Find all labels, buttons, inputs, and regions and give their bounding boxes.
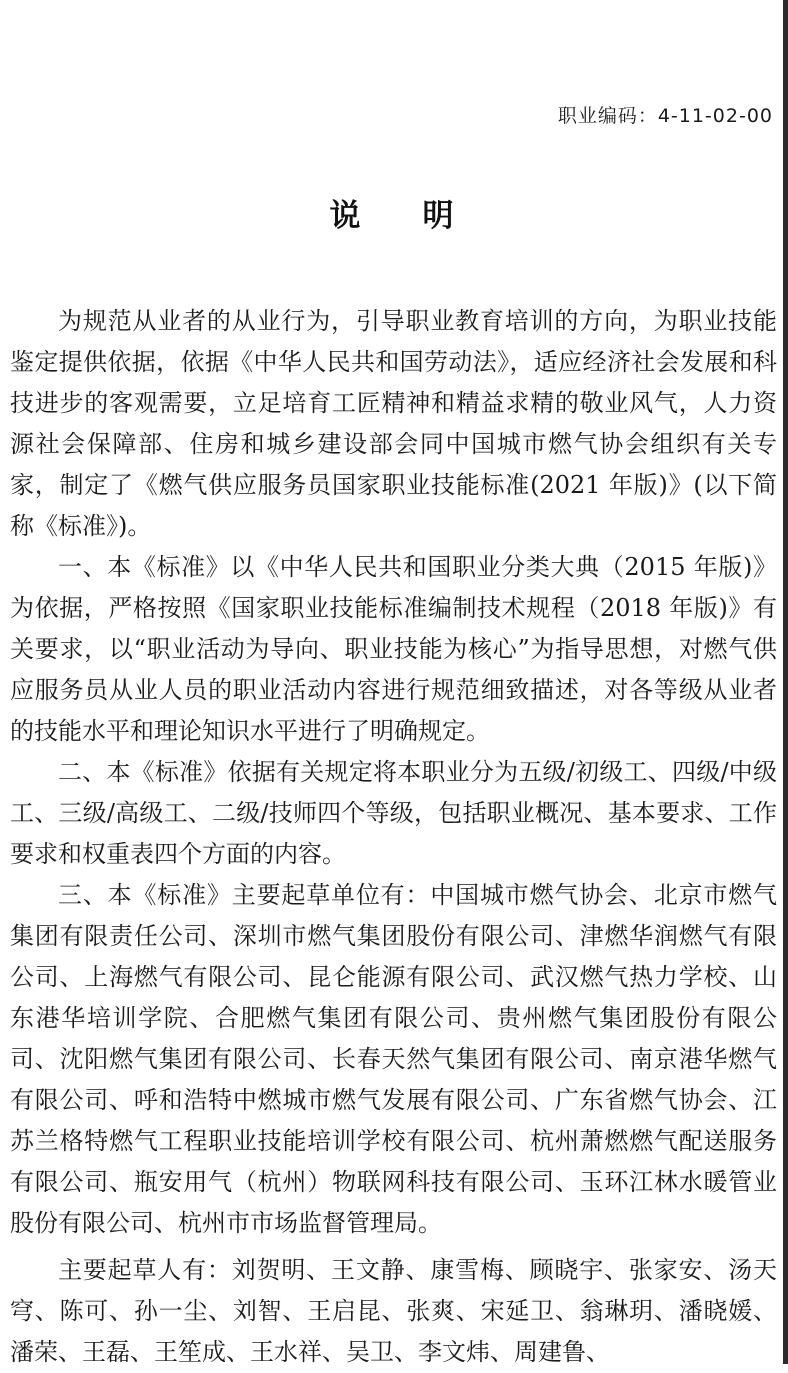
document-body	[10, 301, 777, 1373]
paragraph-three: 三、本《标准》主要起草单位有：中国城市燃气协会、北京市燃气集团有限责任公司、深圳市燃气集团股份有限公司、津燃华润燃气有限公司、上海燃气有限公司、昆仑能源有限公司、武汉燃气热力学校、山东港华培训学院、合肥燃气集团有限公司、贵州燃气集团股份有限公司、沈阳燃气集团有限公司、长春天然气集团有限公司、南京港华燃气有限公司、呼和浩特中燃城市燃气发展有限公司、广东省燃气协会、江苏兰格特燃气工程职业技能培训学校有限公司、杭州萧燃燃气配送服务有限公司、瓶安用气（杭州）物联网科技有限公司、玉环江林水暖管业股份有限公司、杭州市市场监督管理局。	[10, 881, 777, 1237]
paragraph-two: 二、本《标准》依据有关规定将本职业分为五级/初级工、四级/中级工、三级/高级工、二级/技师四个等级，包括职业概况、基本要求、工作要求和权重表四个方面的内容。	[10, 758, 777, 868]
page-edge	[783, 0, 788, 1364]
job-code: 职业编码：4-11-02-00	[557, 105, 773, 127]
paragraph-drafters: 主要起草人有：刘贺明、王文静、康雪梅、顾晓宇、张家安、汤天穹、陈可、孙一尘、刘智、王启昆、张爽、宋延卫、翁琳玥、潘晓媛、潘荣、王磊、王笙成、王水祥、吴卫、李文炜、周建鲁、	[10, 1256, 777, 1366]
paragraph-intro: 为规范从业者的从业行为，引导职业教育培训的方向，为职业技能鉴定提供依据，依据《中华人民共和国劳动法》，适应经济社会发展和科技进步的客观需要，立足培育工匠精神和精益求精的敬业风气，人力资源社会保障部、住房和城乡建设部会同中国城市燃气协会组织有关专家，制定了《燃气供应服务员国家职业技能标准(2021 年版)》(以下简称《标准》)。	[10, 307, 777, 540]
page-title: 说明	[329, 198, 516, 234]
paragraph-one: 一、本《标准》以《中华人民共和国职业分类大典（2015 年版)》为依据，严格按照《国家职业技能标准编制技术规程（2018 年版)》有关要求，以“职业活动为导向、职业技能为核心”为指导思想，对燃气供应服务员从业人员的职业活动内容进行规范细致描述，对各等级从业者的技能水平和理论知识水平进行了明确规定。	[10, 553, 777, 745]
